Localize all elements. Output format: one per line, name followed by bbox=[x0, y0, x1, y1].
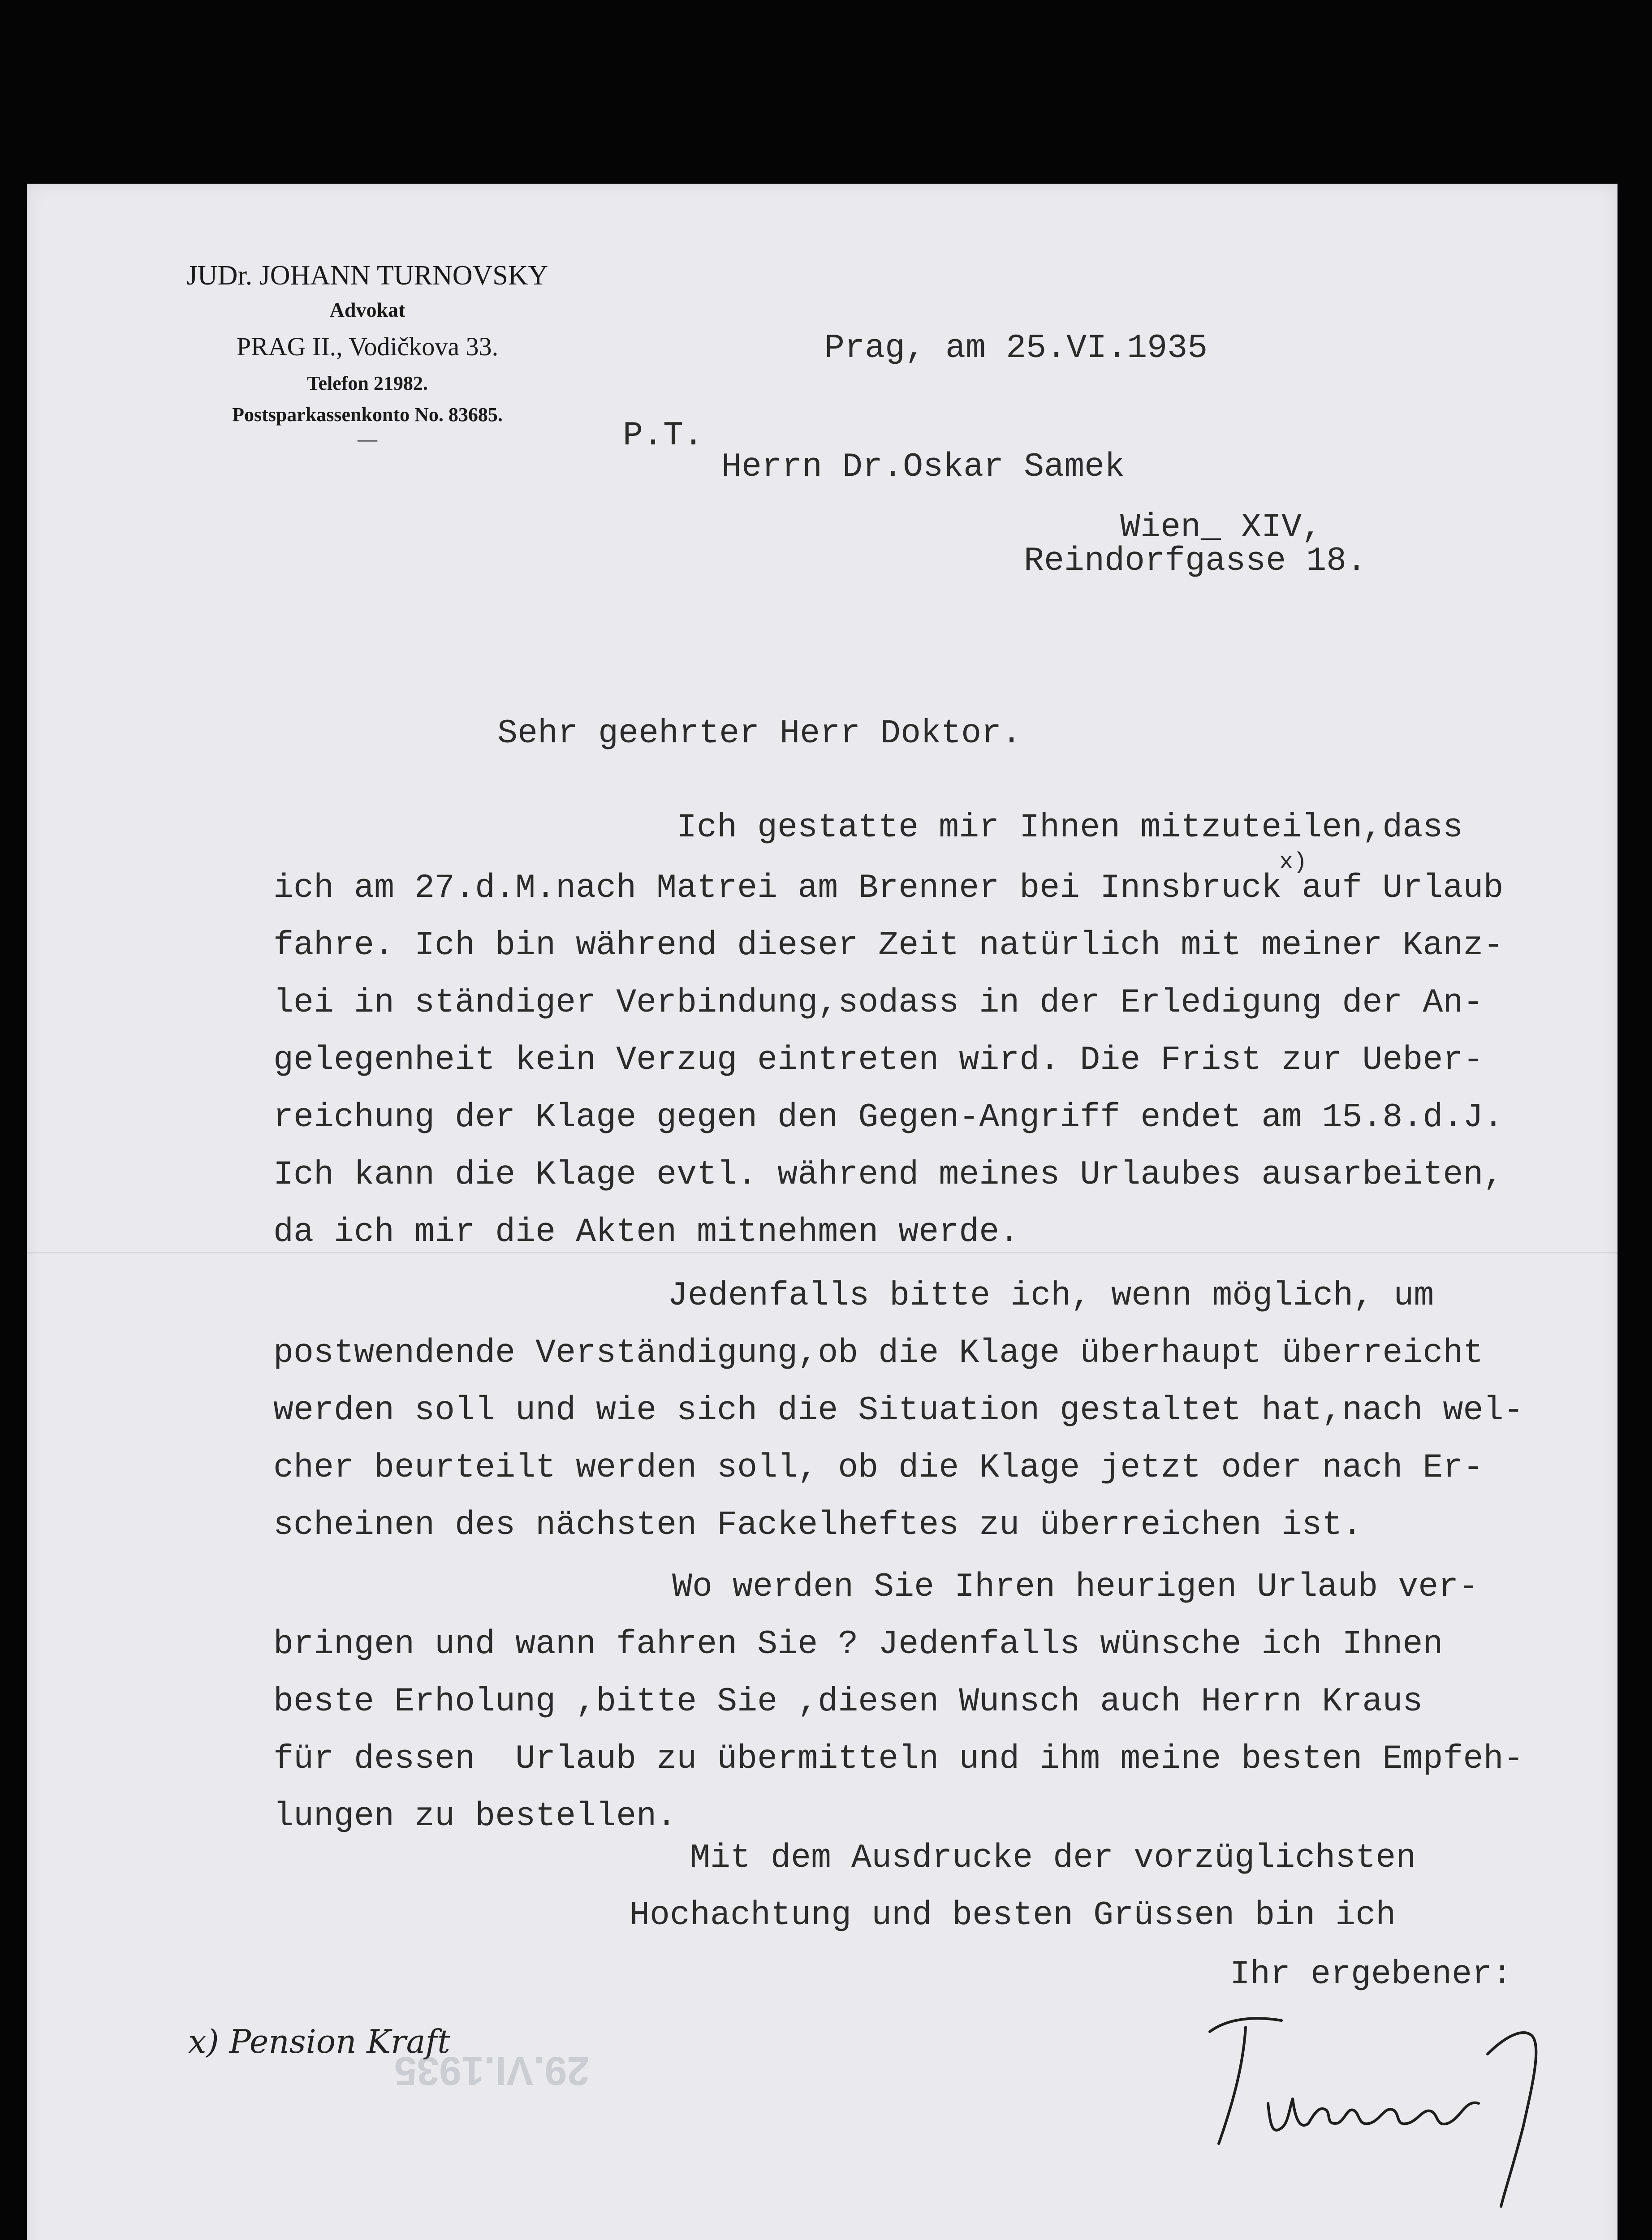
body-line: gelegenheit kein Verzug eintreten wird. Die Frist zur Ueber- bbox=[273, 1041, 1484, 1079]
letterhead-phone: Telefon 21982. bbox=[307, 372, 428, 394]
recipient-name: Herrn Dr.Oskar Samek bbox=[721, 448, 1125, 486]
recipient-street: Reindorfgasse 18. bbox=[1024, 542, 1367, 580]
letterhead-account: Postsparkassenkonto No. 83685. bbox=[232, 404, 503, 426]
body-line: für dessen Urlaub zu übermitteln und ihm meine besten Empfeh- bbox=[273, 1740, 1524, 1778]
body-line: werden soll und wie sich die Situation gestaltet hat,nach wel- bbox=[273, 1391, 1524, 1430]
footnote-mark: x) bbox=[1279, 849, 1307, 875]
body-line: ich am 27.d.M.nach Matrei am Brenner bei Innsbruck auf Urlaub bbox=[273, 869, 1504, 907]
salutation: Sehr geehrter Herr Doktor. bbox=[497, 715, 1022, 753]
body-line: lei in ständiger Verbindung,sodass in der Erledigung der An- bbox=[273, 984, 1484, 1022]
letterhead-name: JUDr. JOHANN TURNOVSKY bbox=[186, 260, 548, 291]
body-line: Wo werden Sie Ihren heurigen Urlaub ver- bbox=[672, 1568, 1479, 1606]
letterhead-title: Advokat bbox=[329, 298, 405, 321]
body-line: bringen und wann fahren Sie ? Jedenfalls wünsche ich Ihnen bbox=[273, 1625, 1443, 1663]
recipient-prefix: P.T. bbox=[623, 417, 704, 455]
letterhead-address: PRAG II., Vodičkova 33. bbox=[236, 332, 499, 361]
body-line: Ich kann die Klage evtl. während meines Urlaubes ausarbeiten, bbox=[273, 1156, 1504, 1194]
body-line: postwendende Verständigung,ob die Klage überhaupt überreicht bbox=[273, 1334, 1484, 1372]
handwritten-note: x) Pension Kraft bbox=[188, 2023, 451, 2060]
body-line: lungen zu bestellen. bbox=[273, 1797, 677, 1835]
received-stamp: 29.VI.1935 bbox=[394, 2048, 590, 2093]
body-line: beste Erholung ,bitte Sie ,diesen Wunsch auch Herrn Kraus bbox=[273, 1683, 1423, 1721]
letterhead-rule: — bbox=[358, 428, 377, 450]
letter-page bbox=[27, 184, 1617, 2240]
closing-line: Mit dem Ausdrucke der vorzüglichsten bbox=[690, 1839, 1416, 1877]
date-line: Prag, am 25.VI.1935 bbox=[824, 329, 1208, 367]
recipient-city: Wien_ XIV, bbox=[1120, 508, 1322, 547]
signoff: Ihr ergebener: bbox=[1230, 1956, 1513, 1994]
closing-line: Hochachtung und besten Grüssen bin ich bbox=[630, 1896, 1396, 1934]
body-line: scheinen des nächsten Fackelheftes zu überreichen ist. bbox=[273, 1506, 1363, 1544]
body-line: reichung der Klage gegen den Gegen-Angriff endet am 15.8.d.J. bbox=[273, 1098, 1504, 1137]
body-line: Jedenfalls bitte ich, wenn möglich, um bbox=[668, 1277, 1434, 1315]
body-line: Ich gestatte mir Ihnen mitzuteilen,dass bbox=[677, 809, 1463, 847]
body-line: cher beurteilt werden soll, ob die Klage jetzt oder nach Er- bbox=[273, 1449, 1484, 1487]
signature bbox=[1192, 2009, 1577, 2215]
body-line: da ich mir die Akten mitnehmen werde. bbox=[273, 1213, 1020, 1251]
body-line: fahre. Ich bin während dieser Zeit natürlich mit meiner Kanz- bbox=[273, 926, 1504, 965]
